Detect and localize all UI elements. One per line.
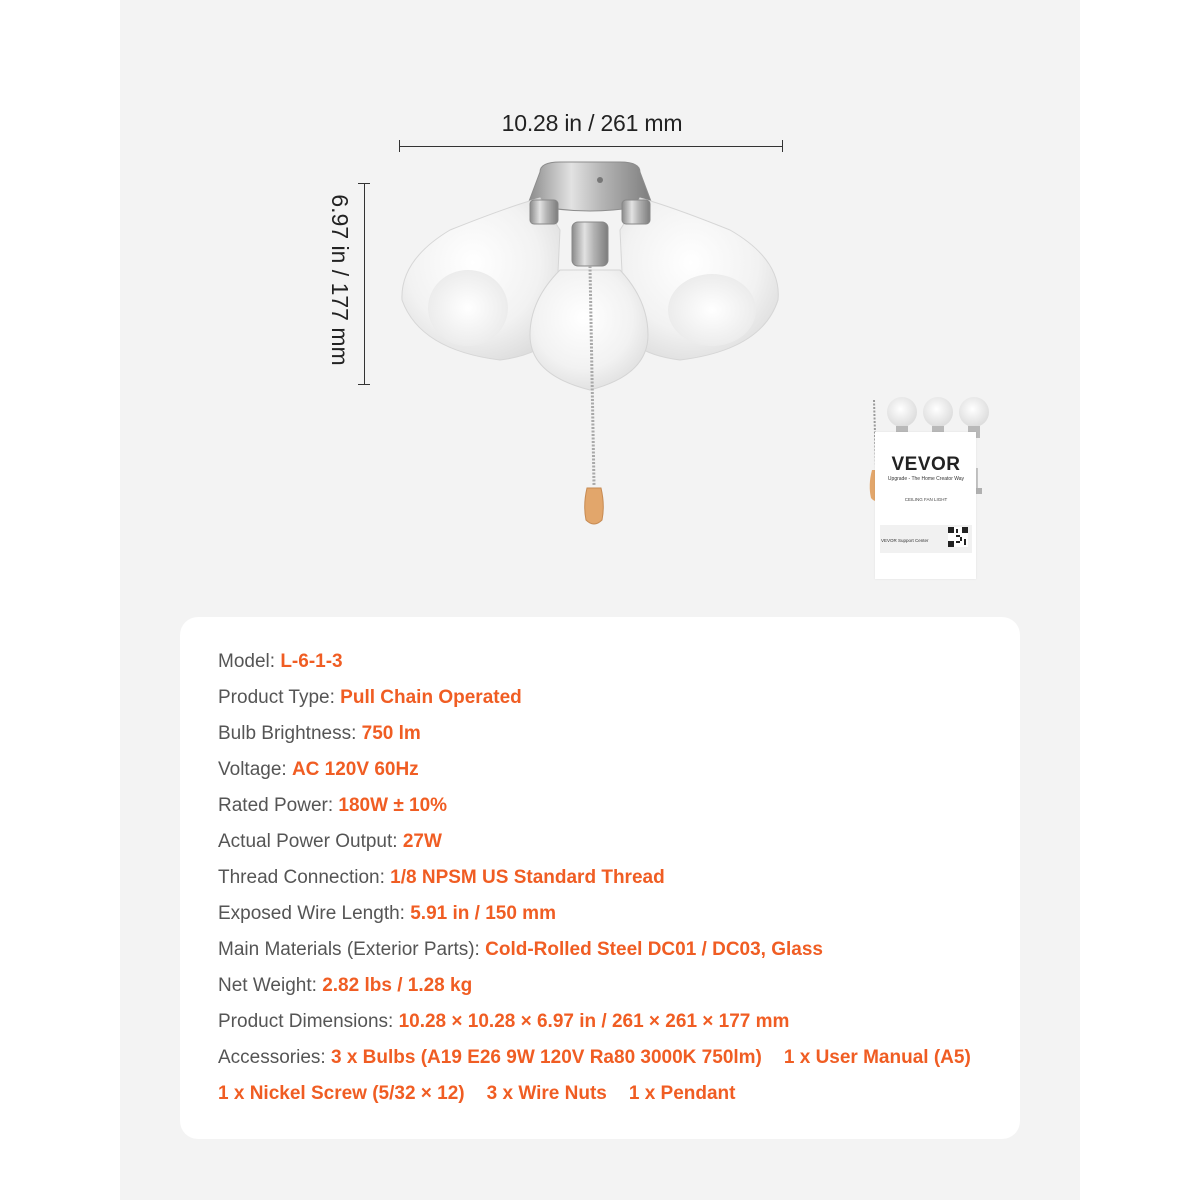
- width-dimension-tick-left: [399, 140, 400, 152]
- manual-tagline: Upgrade - The Home Creator Way: [887, 476, 965, 482]
- accessory-item: 3 x Bulbs (A19 E26 9W 120V Ra80 3000K 750lm): [330, 1047, 762, 1068]
- manual-brand-logo: VEVOR: [891, 454, 961, 475]
- spec-row-net-weight: [218, 974, 472, 998]
- ceiling-fan-light-image: [390, 160, 790, 530]
- spec-key: Rated Power:: [218, 795, 339, 816]
- spec-value: 180W ± 10%: [338, 795, 448, 816]
- spec-key: Product Type:: [218, 687, 341, 708]
- accessory-item: 1 x Nickel Screw (5/32 × 12): [218, 1083, 465, 1104]
- spec-row-model: [218, 650, 343, 674]
- spec-value: 1/8 NPSM US Standard Thread: [390, 867, 665, 888]
- spec-key: Voltage:: [218, 759, 292, 780]
- spec-row-product-type: [218, 686, 522, 710]
- spec-row-bulb-brightness: [218, 722, 421, 746]
- spec-row-main-materials: [218, 938, 823, 962]
- user-manual-image: [875, 432, 976, 579]
- width-dimension-tick-right: [782, 140, 783, 152]
- height-dimension-label: 6.97 in / 177 mm: [327, 194, 353, 366]
- spec-key: Exposed Wire Length:: [218, 903, 411, 924]
- spec-row-product-dimensions: [218, 1010, 789, 1034]
- height-dimension-tick-top: [358, 183, 370, 184]
- spec-value: 10.28 × 10.28 × 6.97 in / 261 × 261 × 177 mm: [398, 1011, 790, 1032]
- spec-value: 27W: [402, 831, 442, 852]
- spec-key: Net Weight:: [218, 975, 323, 996]
- spec-row-accessories-continued: [218, 1082, 736, 1106]
- accessory-item: 3 x Wire Nuts: [486, 1083, 607, 1104]
- spec-value: AC 120V 60Hz: [291, 759, 419, 780]
- spec-key: Bulb Brightness:: [218, 723, 362, 744]
- qr-code-icon: [948, 527, 968, 547]
- spec-row-actual-power: [218, 830, 442, 854]
- accessory-item: 1 x User Manual (A5): [783, 1047, 971, 1068]
- spec-key: Main Materials (Exterior Parts):: [218, 939, 486, 960]
- spec-key: Product Dimensions:: [218, 1011, 399, 1032]
- spec-key: Thread Connection:: [218, 867, 391, 888]
- spec-row-voltage: [218, 758, 419, 782]
- spec-row-thread-connection: [218, 866, 665, 890]
- spec-row-rated-power: [218, 794, 447, 818]
- width-dimension-label: 10.28 in / 261 mm: [501, 110, 683, 136]
- spec-value: 750 lm: [361, 723, 421, 744]
- spec-value: L-6-1-3: [280, 651, 343, 672]
- height-dimension-line: [364, 183, 365, 385]
- spec-value: 5.91 in / 150 mm: [410, 903, 556, 924]
- spec-row-wire-length: [218, 902, 556, 926]
- accessory-item: 1 x Pendant: [628, 1083, 736, 1104]
- spec-key: Accessories:: [218, 1047, 331, 1068]
- specifications-card: [180, 617, 1020, 1139]
- manual-support-label: VEVOR Support Center: [881, 538, 929, 543]
- width-dimension-line: [400, 146, 783, 147]
- spec-value: Cold-Rolled Steel DC01 / DC03, Glass: [485, 939, 823, 960]
- spec-value: Pull Chain Operated: [340, 687, 522, 708]
- spec-row-accessories: [218, 1046, 971, 1070]
- manual-product-name: CEILING FAN LIGHT: [904, 497, 948, 502]
- spec-value: 2.82 lbs / 1.28 kg: [322, 975, 473, 996]
- spec-key: Model:: [218, 651, 281, 672]
- spec-key: Actual Power Output:: [218, 831, 403, 852]
- height-dimension-tick-bottom: [358, 384, 370, 385]
